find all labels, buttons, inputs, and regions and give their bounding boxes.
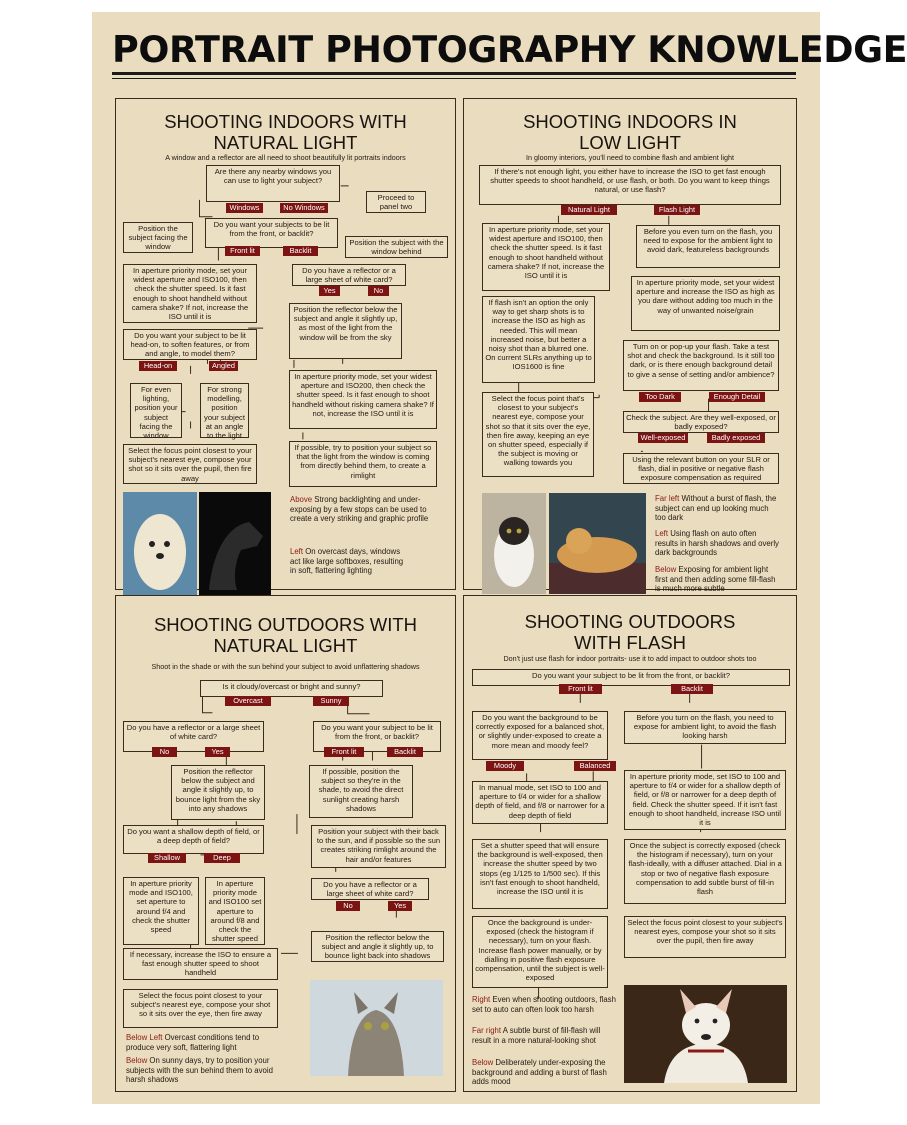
flow-tag: Flash Light	[654, 205, 700, 215]
flow-box: Do you want your subject to be lit from the front, or backlit?	[313, 721, 441, 752]
panel-outdoor-natural-light	[115, 595, 456, 1092]
flow-tag: No Windows	[280, 203, 328, 213]
flow-tag: Overcast	[225, 696, 271, 706]
flow-box: Before you even turn on the flash, you need to expose for the ambient light to avoid dark, featureless backgrounds	[636, 225, 780, 268]
flow-box: In aperture priority mode, set your widest aperture and increase the ISO as high as you dare without adding too much in the way of unwanted noise/grain	[631, 276, 780, 331]
poster-title: PORTRAIT PHOTOGRAPHY KNOWLEDGE	[112, 28, 907, 71]
flow-box: Using the relevant button on your SLR or flash, dial in positive or negative flash exposure compensation as required	[623, 453, 779, 484]
flow-box: Select the focus point closest to your subject's nearest eye, compose your shot so it sits over the pupil, then fire away	[123, 444, 257, 484]
panel-title: SHOOTING OUTDOORS WITH FLASH	[524, 611, 736, 653]
title-rule-thin	[112, 78, 796, 79]
panel-outdoor-flash	[463, 595, 797, 1092]
flow-tag: Deep	[204, 853, 240, 863]
flow-box: Do you want the background to be correctly exposed for a balanced shot, or slightly under-exposed to create a more mean and moody feel?	[472, 711, 608, 760]
flow-tag: Sunny	[313, 696, 349, 706]
photo-caption: Right Even when shooting outdoors, flash set to auto can often look too harsh	[472, 995, 616, 1014]
flow-tag: Badly exposed	[707, 433, 765, 443]
flow-tag: Backlit	[387, 747, 423, 757]
flow-tag: Moody	[486, 761, 524, 771]
flow-tag: Balanced	[574, 761, 616, 771]
photo-tabby-cat	[310, 980, 443, 1076]
flow-box: Do you want your subject to be lit from the front, or backlit?	[472, 669, 790, 686]
photo-caption: Far right A subtle burst of fill-flash will result in a more natural-looking shot	[472, 1026, 601, 1045]
flow-box: Do you want your subject to be lit head-on, to soften features, or from and angle, to model them?	[123, 329, 257, 360]
flow-tag: Too Dark	[639, 392, 681, 402]
flow-box: Is it cloudy/overcast or bright and sunny?	[200, 680, 383, 697]
flow-box: Proceed to panel two	[366, 191, 426, 213]
photo-white-terrier	[123, 492, 197, 596]
flow-box: In manual mode, set ISO to 100 and aperture to f/4 or wider for a shallow depth of field, and f/8 or narrower for a deep depth of field	[472, 781, 608, 824]
flow-tag: Head-on	[139, 361, 177, 371]
flow-box: Select the focus point that's closest to your subject's nearest eye, compose your shot so that it sits over the eye, then fire away, keeping an eye on shutter speed, especially if the subject is moving or walking towards you	[482, 392, 594, 477]
photo-caption: Left On overcast days, windows act like large softboxes, resulting in soft, flattering lighting	[290, 547, 404, 576]
flow-tag: No	[368, 286, 389, 296]
flow-box: If possible, position the subject so they're in the shade, to avoid the direct sunlight creating harsh shadows	[309, 765, 413, 818]
flow-box: Do you have a reflector or a large sheet of white card?	[292, 264, 406, 286]
panel-subtitle: A window and a reflector are all need to shoot beautifully lit portraits indoors	[165, 153, 406, 162]
photo-caption: Below Left Overcast conditions tend to produce very soft, flattering light	[126, 1033, 260, 1052]
panel-subtitle: In gloomy interiors, you'll need to combine flash and ambient light	[526, 153, 734, 162]
flow-box: Position the reflector below the subject and angle it slightly up, as most of the light from the window will be from the sky	[289, 303, 402, 359]
flow-box: In aperture priority mode, set your widest aperture and ISO200, then check the shutter speed. Is it fast enough to shoot handheld without risking camera shake? If not, increase the ISO until it is	[289, 370, 437, 429]
photo-caption: Below Deliberately under-exposing the background and adding a burst of flash adds mood	[472, 1058, 607, 1087]
flow-box: For strong modelling, position your subject at an angle to the light	[200, 383, 249, 438]
flow-box: If there's not enough light, you either have to increase the ISO to get fast enough shutter speeds to shoot handheld, or use flash, or both. Do you want to keep things natural, or use flash?	[479, 165, 781, 205]
flow-tag: Yes	[388, 901, 412, 911]
flow-box: For even lighting, position your subject facing the window	[130, 383, 182, 438]
flow-box: In aperture priority mode and ISO100 set aperture to around f/8 and check the shutter speed	[205, 877, 265, 945]
panel-indoor-low-light	[463, 98, 797, 594]
panel-indoor-natural-light	[115, 98, 456, 590]
flow-box: In aperture priority mode, set ISO to 100 and aperture to f/4 or wider for a shallow depth of field, or f/8 or narrower for a deep depth of field. Check the shutter speed. If it isn't fast enough to shoot handheld, increase ISO until it is	[624, 770, 786, 830]
photo-kitten	[482, 493, 546, 594]
flow-tag: Backlit	[283, 246, 318, 256]
flow-tag: Natural Light	[561, 205, 617, 215]
flow-tag: No	[336, 901, 360, 911]
flow-tag: Shallow	[148, 853, 186, 863]
flow-box: Are there any nearby windows you can use to light your subject?	[206, 165, 340, 202]
photo-caption: Above Strong backlighting and under-exposing by a few stops can be used to create a very striking and graphic profile	[290, 495, 429, 524]
flow-box: Do you want your subjects to be lit from the front, or backlit?	[205, 218, 338, 248]
photo-orange-cat	[549, 493, 646, 594]
flow-box: Select the focus point closest to your subject's nearest eyes, compose your shot so it sits over the pupil, then fire away	[624, 916, 786, 958]
flow-box: Check the subject. Are they well-exposed, or badly exposed?	[623, 411, 779, 433]
photo-bull-terrier	[624, 985, 787, 1083]
flow-box: Position the reflector below the subject and angle it slightly up, to bounce light from the sky into any shadows	[171, 765, 265, 820]
photo-black-dog	[199, 492, 271, 596]
flow-tag: Angled	[209, 361, 238, 371]
photo-caption: Below On sunny days, try to position your subjects with the sun behind them to avoid harsh shadows	[126, 1056, 273, 1085]
panel-title: SHOOTING INDOORS WITH NATURAL LIGHT	[164, 111, 407, 153]
flow-tag: Yes	[205, 747, 230, 757]
flow-tag: Well-exposed	[638, 433, 688, 443]
flow-box: Position the reflector below the subject and angle it slightly up, to bounce light back into shadows	[311, 931, 444, 962]
flow-box: Set a shutter speed that will ensure the background is well-exposed, then increase the shutter speed by two stops (eg 1/125 to 1/500 sec). If this isn't fast enough to shoot handheld, increase the ISO until it is	[472, 839, 608, 909]
photo-caption: Below Exposing for ambient light first and then adding some fill-flash is much more subtle	[655, 565, 776, 594]
flow-tag: No	[152, 747, 177, 757]
flow-box: Select the focus point closest to your subject's nearest eye, compose your shot so it sits over the eye, then fire away	[123, 989, 278, 1028]
flow-box: If necessary, increase the ISO to ensure a fast enough shutter speed to shoot handheld	[123, 948, 278, 980]
flow-tag: Front lit	[324, 747, 364, 757]
flow-box: Turn on or pop-up your flash. Take a test shot and check the background. Is it still too dark, or is there enough background detail to give a sense of setting and/or ambience?	[623, 340, 779, 391]
poster	[92, 12, 907, 1104]
panel-title: SHOOTING OUTDOORS WITH NATURAL LIGHT	[153, 614, 418, 656]
flow-tag: Windows	[226, 203, 263, 213]
flow-box: Before you turn on the flash, you need to expose for ambient light, to avoid the flash looking harsh	[624, 711, 786, 744]
flow-box: Position your subject with their back to the sun, and if possible so the sun creates striking rimlight around the hair and/or features	[311, 825, 446, 868]
flow-tag: Enough Detail	[709, 392, 765, 402]
flow-tag: Front lit	[225, 246, 260, 256]
flow-box: Position the subject with the window behind	[345, 236, 448, 258]
flow-box: Do you want a shallow depth of field, or a deep depth of field?	[123, 825, 264, 854]
flow-box: Once the background is under-exposed (check the histogram if necessary), turn on your flash. Increase flash power manually, or by dialling in positive flash exposure compensation, until the subject is well-exposed	[472, 916, 608, 988]
panel-subtitle: Don't just use flash for indoor portraits- use it to add impact to outdoor shots too	[503, 654, 757, 663]
flow-tag: Backlit	[671, 684, 713, 694]
flow-tag: Front lit	[559, 684, 602, 694]
photo-caption: Far left Without a burst of flash, the subject can end up looking much too dark	[655, 494, 777, 523]
panel-subtitle: Shoot in the shade or with the sun behind your subject to avoid unflattering shadows	[151, 662, 420, 671]
flow-box: If flash isn't an option the only way to get sharp shots is to increase the ISO as high as needed. This will mean increased noise, but better a noisy shot than a blurred one. On current SLRs anything up to IOS1600 is fine	[482, 296, 595, 383]
flow-box: Do you have a reflector or a large sheet of white card?	[311, 878, 429, 900]
flow-box: In aperture priority mode, set your widest aperture and ISO100, then check the shutter speed. Is it fast enough to shoot handheld without camera shake? If not, increase the ISO until it is	[482, 223, 610, 291]
flow-box: In aperture priority mode, set your widest aperture and ISO100, then check the shutter speed. Is it fast enough to shoot handheld without camera shake? If not, increase the ISO until it is	[123, 264, 257, 323]
flow-tag: Yes	[319, 286, 340, 296]
flow-box: Do you have a reflector or a large sheet of white card?	[123, 721, 264, 752]
flow-box: Once the subject is correctly exposed (check the histogram if necessary), turn on your flash-ideally, with a diffuser attached. Dial in a stop or two of negative flash exposure compensation to add subtle burst of fill-in flash	[624, 839, 786, 904]
flow-box: In aperture priority mode and ISO100, set aperture to around f/4 and check the shutter speed	[123, 877, 199, 945]
panel-title: SHOOTING INDOORS IN LOW LIGHT	[523, 111, 737, 153]
flow-box: If possible, try to position your subject so that the light from the window is coming from directly behind them, to create a rimlight	[289, 441, 437, 487]
flow-box: Position the subject facing the window	[123, 222, 193, 253]
title-rule	[112, 72, 796, 75]
photo-caption: Left Using flash on auto often results in harsh shadows and overly dark backgrounds	[655, 529, 779, 558]
